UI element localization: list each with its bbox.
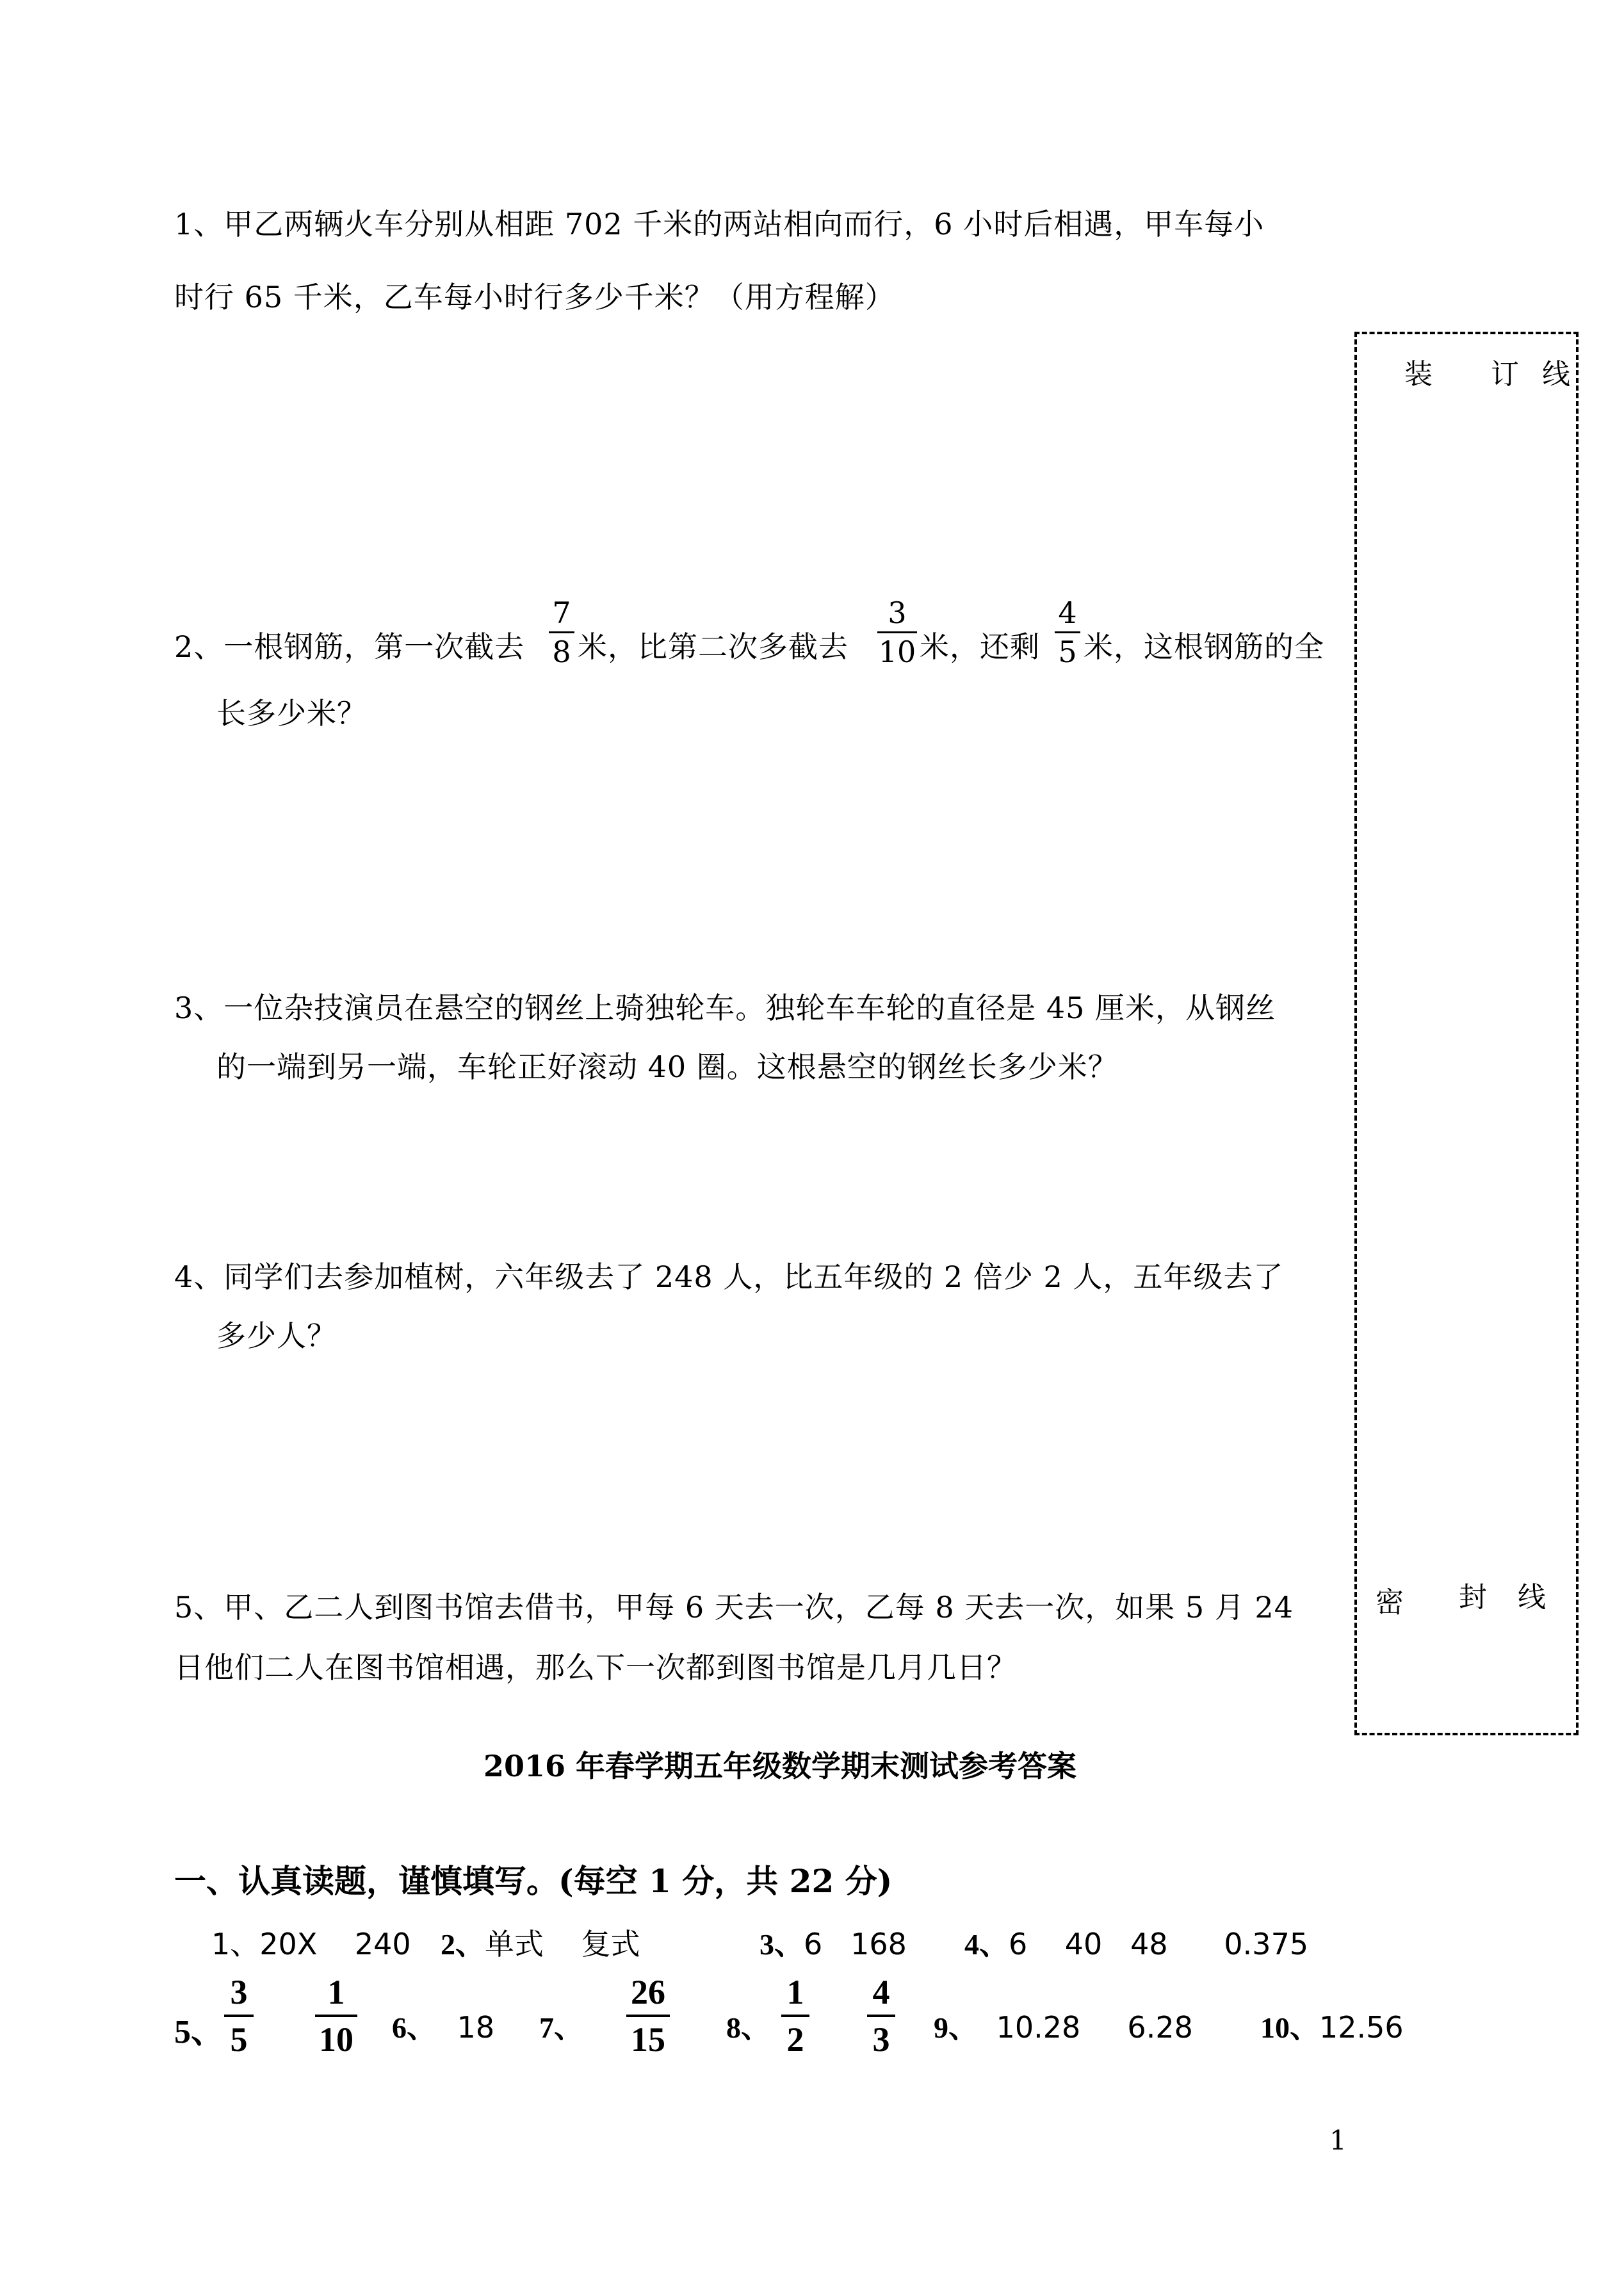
binding-line-box — [1354, 332, 1579, 1735]
answer-2 — [441, 1921, 640, 1963]
answer-7-label: 7、 — [539, 2011, 583, 2044]
fraction-numerator: 4 — [1058, 596, 1077, 630]
fraction-denominator: 5 — [1058, 635, 1077, 669]
binding-label-ding: 订 — [1491, 358, 1520, 391]
question-1-line-2: 时行 65 千米，乙车每小时行多少千米？（用方程解） — [174, 280, 895, 314]
fraction-7-8 — [549, 597, 574, 668]
binding-label-xian-top: 线 — [1542, 358, 1571, 391]
fraction-bar — [315, 2015, 357, 2017]
fraction-denominator: 15 — [631, 2020, 665, 2059]
question-2-line-2: 长多少米？ — [216, 696, 367, 731]
fraction-bar — [877, 631, 917, 633]
fraction-numerator: 3 — [888, 596, 907, 630]
fraction-denominator: 8 — [552, 635, 571, 669]
question-3-line-2: 的一端到另一端，车轮正好滚动 40 圈。这根悬空的钢丝长多少米？ — [216, 1050, 1118, 1084]
fraction-denominator: 2 — [786, 2020, 804, 2059]
answer-2-label: 2、 — [441, 1928, 485, 1961]
answer-key-title: 2016 年春学期五年级数学期末测试参考答案 — [483, 1749, 1077, 1783]
fraction-numerator: 7 — [552, 596, 571, 630]
answer-8-fraction-1 — [781, 1974, 809, 2058]
fraction-numerator: 26 — [631, 1973, 665, 2011]
fraction-denominator: 10 — [878, 635, 916, 669]
question-2-part-3: 米，还剩 — [920, 629, 1040, 664]
fraction-denominator: 5 — [230, 2020, 248, 2059]
binding-label-mi: 密 — [1376, 1586, 1404, 1619]
fraction-numerator: 3 — [230, 1973, 248, 2011]
answer-10-label: 10、 — [1260, 2011, 1319, 2044]
fraction-bar — [781, 2015, 809, 2017]
fraction-bar — [867, 2015, 895, 2017]
fraction-3-10 — [877, 597, 917, 668]
answer-6 — [392, 2004, 494, 2047]
answer-8-label: 8、 — [726, 2011, 770, 2044]
fraction-4-5 — [1055, 597, 1080, 668]
fraction-numerator: 1 — [327, 1973, 345, 2011]
answer-1 — [211, 1921, 411, 1963]
fraction-numerator: 4 — [872, 1973, 890, 2011]
answer-5-fraction-1 — [224, 1974, 254, 2058]
binding-label-feng: 封 — [1459, 1581, 1488, 1614]
answer-1-text: 20X 240 — [259, 1927, 411, 1961]
answer-3 — [759, 1921, 907, 1963]
answer-2-text: 单式 复式 — [485, 1927, 640, 1961]
answer-9-text: 10.28 6.28 — [996, 2010, 1193, 2045]
fraction-bar — [549, 631, 574, 633]
question-3-line-1: 3、一位杂技演员在悬空的钢丝上骑独轮车。独轮车车轮的直径是 45 厘米，从钢丝 — [174, 991, 1276, 1025]
question-5-line-1: 5、甲、乙二人到图书馆去借书，甲每 6 天去一次，乙每 8 天去一次，如果 5 月 24 — [174, 1590, 1294, 1625]
fraction-denominator: 10 — [319, 2020, 353, 2059]
fraction-bar — [1055, 631, 1080, 633]
fraction-bar — [224, 2015, 254, 2017]
question-4-line-1: 4、同学们去参加植树，六年级去了 248 人，比五年级的 2 倍少 2 人，五年级去了 — [174, 1260, 1284, 1294]
question-2-part-2: 米，比第二次多截去 — [578, 629, 849, 664]
question-2-part-1: 2、一根钢筋，第一次截去 — [174, 629, 525, 664]
answer-5-fraction-2 — [315, 1974, 357, 2058]
answer-5-label: 5、 — [174, 2014, 225, 2050]
fraction-numerator: 1 — [786, 1973, 804, 2011]
answer-10 — [1260, 2004, 1404, 2047]
answer-4 — [964, 1921, 1308, 1963]
fraction-bar — [626, 2015, 670, 2017]
answer-1-label: 1、 — [211, 1927, 260, 1961]
question-1-line-1: 1、甲乙两辆火车分别从相距 702 千米的两站相向而行，6 小时后相遇，甲车每小 — [174, 207, 1265, 241]
fraction-denominator: 3 — [872, 2020, 890, 2059]
page-number: 1 — [1329, 2125, 1347, 2156]
question-4-line-2: 多少人？ — [216, 1318, 337, 1353]
question-2-part-4: 米，这根钢筋的全 — [1084, 629, 1324, 664]
answer-3-text: 6 168 — [804, 1927, 907, 1961]
answer-7-fraction — [626, 1974, 670, 2058]
answer-9 — [934, 2004, 1193, 2047]
answer-4-text: 6 40 48 0.375 — [1009, 1927, 1309, 1961]
answer-3-label: 3、 — [759, 1928, 804, 1961]
answer-4-label: 4、 — [964, 1928, 1009, 1961]
binding-label-xian-bottom: 线 — [1518, 1581, 1547, 1614]
section-1-heading: 一、认真读题，谨慎填写。(每空 1 分，共 22 分) — [174, 1862, 893, 1900]
answer-8-fraction-2 — [867, 1974, 895, 2058]
answer-10-text: 12.56 — [1319, 2010, 1404, 2045]
answer-6-label: 6、 — [392, 2011, 436, 2044]
answer-9-label: 9、 — [934, 2011, 978, 2044]
binding-label-zhuang: 装 — [1404, 358, 1433, 391]
answer-6-text: 18 — [457, 2010, 495, 2045]
question-5-line-2: 日他们二人在图书馆相遇，那么下一次都到图书馆是几月几日？ — [174, 1650, 1017, 1685]
